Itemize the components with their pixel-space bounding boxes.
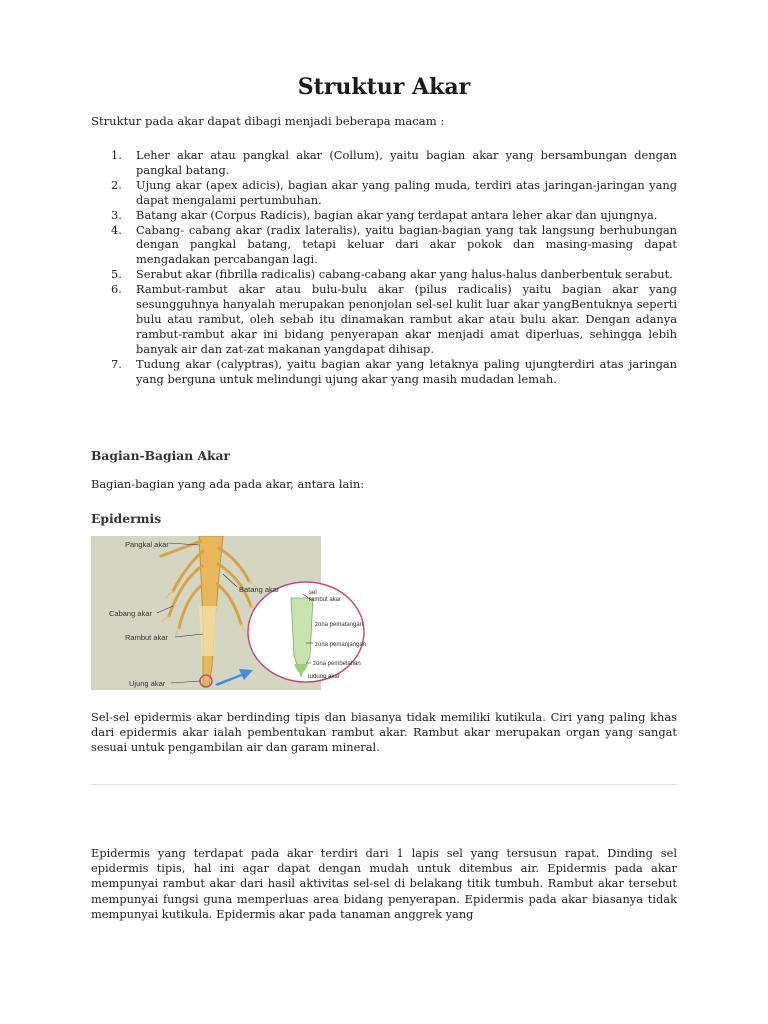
- list-item: [91, 178, 677, 208]
- section-intro: Bagian-bagian yang ada pada akar, antara lain:: [91, 477, 365, 491]
- subsection-heading: Epidermis: [91, 511, 162, 526]
- root-structure-figure: [91, 536, 391, 690]
- intro-text: Struktur pada akar dapat dibagi menjadi beberapa macam :: [91, 114, 445, 128]
- list-item-text: Ujung akar (apex adicis), bagian akar yang paling muda, terdiri atas jaringan-jaringan yang dapat mengalami pertumbuhan.: [136, 177, 677, 207]
- list-number: 4.: [111, 222, 122, 237]
- label-zona-pembelahan: zona pembelahan: [313, 661, 361, 667]
- label-zona-pemanjangan: zona pemanjangan: [315, 642, 367, 648]
- label-tudung-akar: tudung akar: [308, 674, 340, 680]
- list-number: 2.: [111, 177, 122, 192]
- list-item-text: Batang akar (Corpus Radicis), bagian akar yang terdapat antara leher akar dan ujungnya.: [136, 207, 658, 222]
- section-heading: Bagian-Bagian Akar: [91, 448, 230, 463]
- epidermis-paragraph-2: Epidermis yang terdapat pada akar terdiri dari 1 lapis sel yang tersusun rapat. Dinding sel epidermis tipis, hal ini agar dapat dengan mudah untuk ditembus air. Epidermis pada akar mempunyai rambut akar dari hasil aktivitas sel-sel di belakang titik tumbuh. Rambut akar tersebut mempunyai fungsi guna memperluas area bidang penyerapan. Epidermis pada akar biasanya tidak mempunyai kutikula. Epidermis akar pada tanaman anggrek yang: [91, 846, 677, 921]
- label-rambut-akar: Rambut akar: [125, 633, 168, 642]
- label-sel-rambut-akar: sel rambut akar: [309, 590, 342, 603]
- list-item: [91, 223, 677, 268]
- root-hair-zone: [199, 606, 217, 656]
- list-number: 7.: [111, 356, 122, 371]
- list-number: 3.: [111, 207, 122, 222]
- list-item: [91, 267, 677, 282]
- epidermis-paragraph-1: Sel-sel epidermis akar berdinding tipis dan biasanya tidak memiliki kutikula. Ciri yang paling khas dari epidermis akar ialah pembentukan rambut akar. Rambut akar merupakan organ yang sangat sesuai untuk pengambilan air dan garam mineral.: [91, 710, 677, 755]
- list-item: [91, 357, 677, 387]
- root-diagram: [91, 536, 391, 690]
- list-number: 5.: [111, 267, 122, 282]
- label-cabang-akar: Cabang akar: [109, 609, 152, 618]
- list-item-text: Tudung akar (calyptras), yaitu bagian akar yang letaknya paling ujungterdiri atas jaringan yang berguna untuk melindungi ujung akar yang masih mudadan lemah.: [136, 356, 677, 386]
- list-item-text: Serabut akar (fibrilla radicalis) cabang-cabang akar yang halus-halus danberbentuk serabut.: [136, 267, 673, 282]
- list-number: 6.: [111, 282, 122, 297]
- list-item: [91, 148, 677, 178]
- list-item-text: Cabang- cabang akar (radix lateralis), yaitu bagian-bagian yang tak langsung berhubungan dengan pangkal batang, tetapi keluar dari akar pokok dan masing-masing dapat mengadakan percabangan lagi.: [136, 222, 677, 267]
- list-item: [91, 282, 677, 357]
- label-ujung-akar: Ujung akar: [129, 679, 166, 688]
- list-item-text: Rambut-rambut akar atau bulu-bulu akar (pilus radicalis) yaitu bagian akar yang sesungguhnya hanyalah merupakan penonjolan sel-sel kulit luar akar yangBentuknya seperti bulu atau rambut, oleh sebab itu dinamakan rambut akar atau bulu akar. Dengan adanya rambut-rambut akar ini bidang penyerapan akar menjadi amat diperluas, sehingga lebih banyak air dan zat-zat makanan yangdapat dihisap.: [136, 282, 677, 356]
- label-batang-akar: Batang akar: [239, 585, 280, 594]
- list-item-text: Leher akar atau pangkal akar (Collum), yaitu bagian akar yang bersambungan dengan pangkal batang.: [136, 148, 677, 177]
- label-pangkal-akar: Pangkal akar: [125, 540, 169, 549]
- list-number: 1.: [111, 148, 122, 162]
- page-title: Struktur Akar: [297, 74, 471, 100]
- list-item: [91, 208, 677, 223]
- divider: [91, 784, 677, 785]
- label-zona-pematangan: zona pematangan: [315, 622, 364, 628]
- structure-list: [91, 148, 677, 387]
